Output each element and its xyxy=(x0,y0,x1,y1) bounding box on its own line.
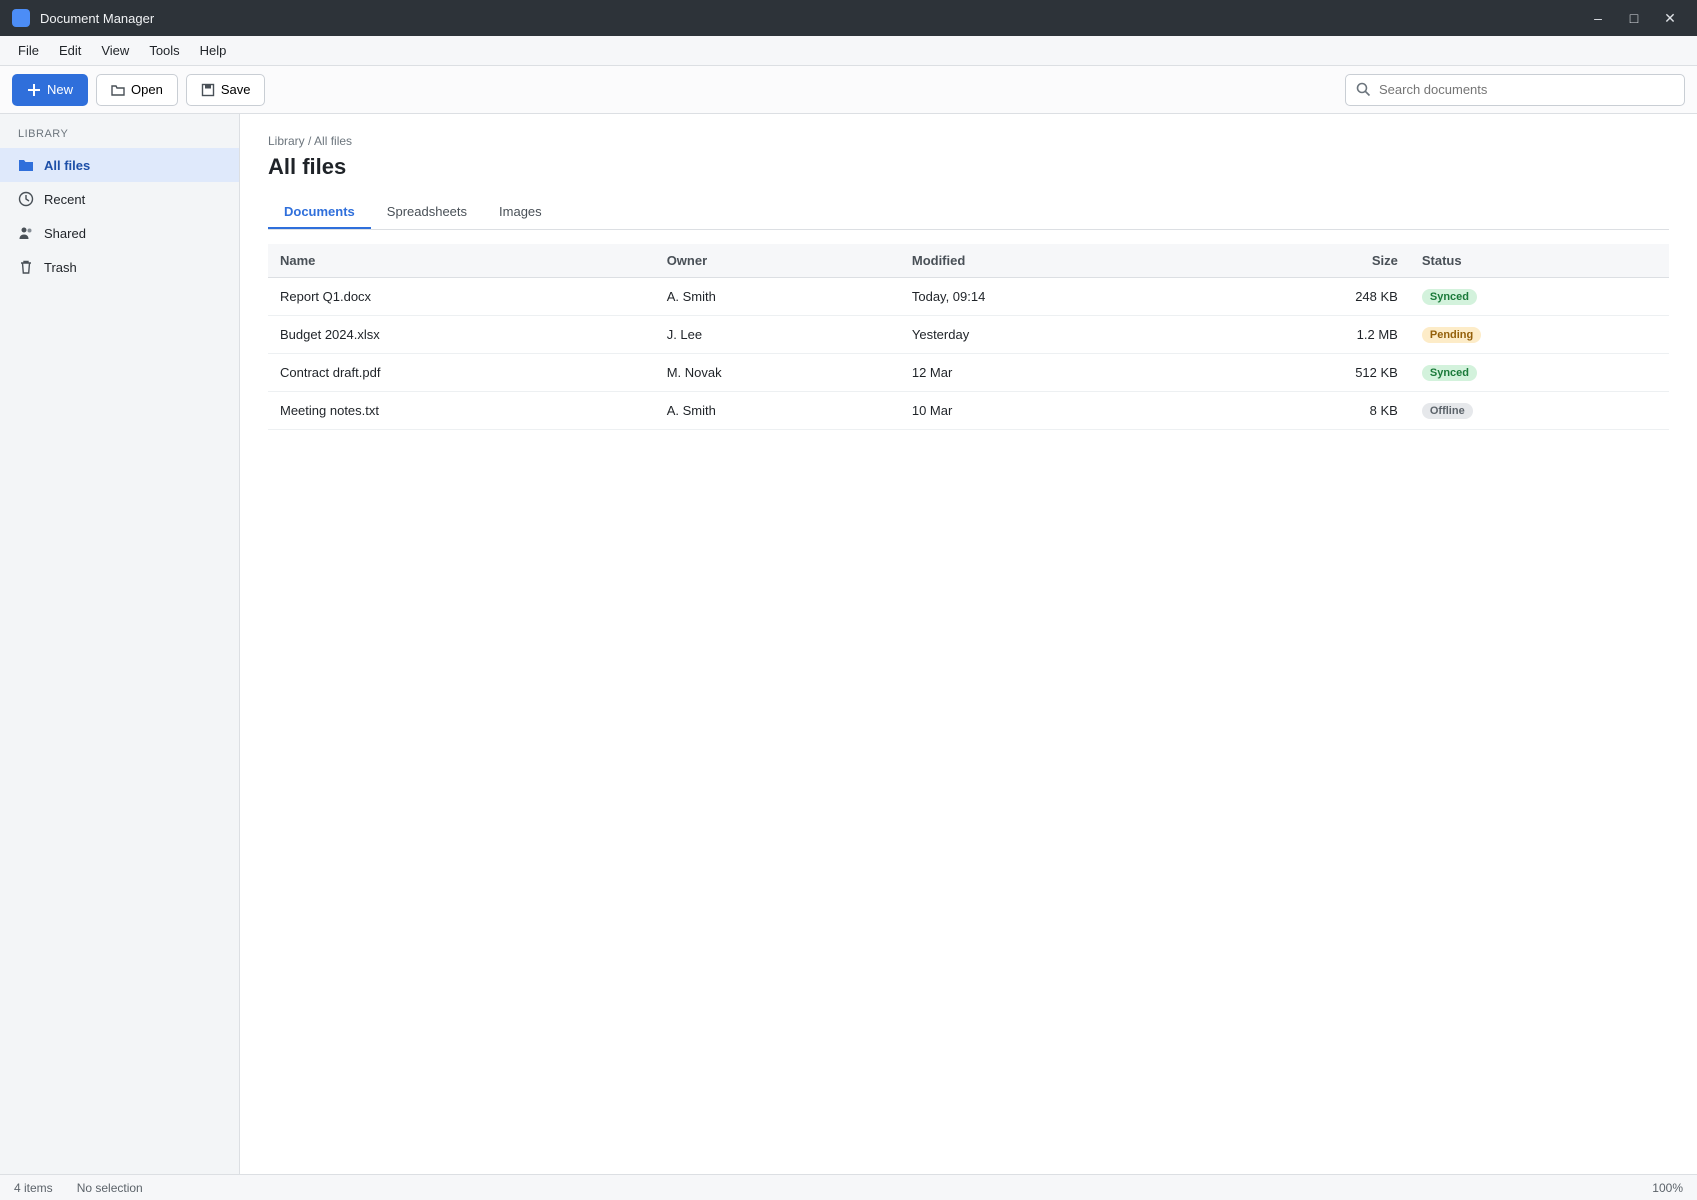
save-icon xyxy=(201,83,215,97)
cell-modified: Yesterday xyxy=(900,316,1203,354)
save-button[interactable] xyxy=(186,74,266,106)
tab-documents[interactable]: Documents xyxy=(268,196,371,229)
sidebar xyxy=(0,114,240,1174)
page-title: All files xyxy=(268,154,347,179)
sidebar-item-trash[interactable] xyxy=(0,250,239,284)
new-button-label: New xyxy=(47,82,74,97)
folder-open-icon xyxy=(111,83,125,97)
table-row[interactable] xyxy=(268,354,1669,392)
main-panel xyxy=(240,114,1697,1174)
cell-size: 1.2 MB xyxy=(1203,316,1410,354)
cell-size: 8 KB xyxy=(1203,392,1410,430)
column-header-name[interactable]: Name xyxy=(268,244,655,278)
clock-icon xyxy=(18,191,34,207)
sidebar-item-shared[interactable] xyxy=(0,216,239,250)
maximize-icon[interactable]: □ xyxy=(1629,10,1639,26)
column-header-size[interactable]: Size xyxy=(1203,244,1410,278)
sidebar-item-label: Shared xyxy=(44,225,86,241)
search-box[interactable] xyxy=(1345,74,1685,106)
tab-bar xyxy=(268,196,1669,230)
search-input[interactable] xyxy=(1379,82,1674,97)
cell-size: 512 KB xyxy=(1203,354,1410,392)
cell-name: Report Q1.docx xyxy=(268,278,655,316)
cell-modified: 10 Mar xyxy=(900,392,1203,430)
sidebar-item-label: All files xyxy=(44,157,91,173)
cell-size: 248 KB xyxy=(1203,278,1410,316)
status-selection: No selection xyxy=(76,1180,143,1195)
status-badge: Pending xyxy=(1422,327,1481,343)
trash-icon xyxy=(18,259,34,275)
sidebar-item-recent[interactable] xyxy=(0,182,239,216)
cell-status xyxy=(1410,278,1669,316)
cell-status xyxy=(1410,392,1669,430)
table-header-row xyxy=(268,244,1669,278)
cell-status xyxy=(1410,354,1669,392)
status-zoom[interactable]: 100% xyxy=(1652,1180,1683,1195)
sidebar-heading: LIBRARY xyxy=(18,128,69,140)
content-area xyxy=(0,114,1697,1174)
app-icon xyxy=(12,9,30,27)
minimize-icon[interactable]: – xyxy=(1594,10,1602,26)
title-bar[interactable] xyxy=(0,0,1697,36)
cell-name: Budget 2024.xlsx xyxy=(268,316,655,354)
open-button-label: Open xyxy=(131,82,163,97)
users-icon xyxy=(18,225,34,241)
open-button[interactable] xyxy=(96,74,178,106)
sidebar-item-all-files[interactable] xyxy=(0,148,239,182)
close-icon[interactable]: ✕ xyxy=(1664,9,1676,26)
column-header-modified[interactable]: Modified xyxy=(900,244,1203,278)
search-icon xyxy=(1356,82,1371,97)
cell-status xyxy=(1410,316,1669,354)
status-bar xyxy=(0,1174,1697,1200)
menu-edit[interactable]: Edit xyxy=(58,43,82,58)
cell-modified: 12 Mar xyxy=(900,354,1203,392)
window-title: Document Manager xyxy=(40,10,155,26)
cell-owner: A. Smith xyxy=(655,278,900,316)
cell-owner: M. Novak xyxy=(655,354,900,392)
column-header-owner[interactable]: Owner xyxy=(655,244,900,278)
column-header-status[interactable]: Status xyxy=(1410,244,1669,278)
sidebar-item-label: Recent xyxy=(44,191,86,207)
status-badge: Offline xyxy=(1422,403,1473,419)
cell-owner: A. Smith xyxy=(655,392,900,430)
new-button[interactable] xyxy=(12,74,88,106)
plus-icon xyxy=(27,83,41,97)
menu-bar xyxy=(0,36,1697,66)
folder-icon xyxy=(18,157,34,173)
status-item-count: 4 items xyxy=(14,1180,53,1195)
menu-help[interactable]: Help xyxy=(199,43,227,58)
file-table xyxy=(268,244,1669,430)
status-badge: Synced xyxy=(1422,365,1477,381)
menu-tools[interactable]: Tools xyxy=(149,43,180,58)
sidebar-item-label: Trash xyxy=(44,259,77,275)
window-controls xyxy=(1583,6,1685,30)
status-badge: Synced xyxy=(1422,289,1477,305)
menu-file[interactable]: File xyxy=(18,43,39,58)
table-row[interactable] xyxy=(268,392,1669,430)
table-row[interactable] xyxy=(268,316,1669,354)
tab-spreadsheets[interactable]: Spreadsheets xyxy=(386,204,468,219)
save-button-label: Save xyxy=(220,82,251,97)
menu-view[interactable]: View xyxy=(101,43,130,58)
cell-name: Meeting notes.txt xyxy=(268,392,655,430)
toolbar xyxy=(0,66,1697,114)
cell-owner: J. Lee xyxy=(655,316,900,354)
tab-images[interactable]: Images xyxy=(499,204,542,219)
cell-modified: Today, 09:14 xyxy=(900,278,1203,316)
breadcrumb[interactable]: Library / All files xyxy=(268,134,353,148)
table-row[interactable] xyxy=(268,278,1669,316)
cell-name: Contract draft.pdf xyxy=(268,354,655,392)
